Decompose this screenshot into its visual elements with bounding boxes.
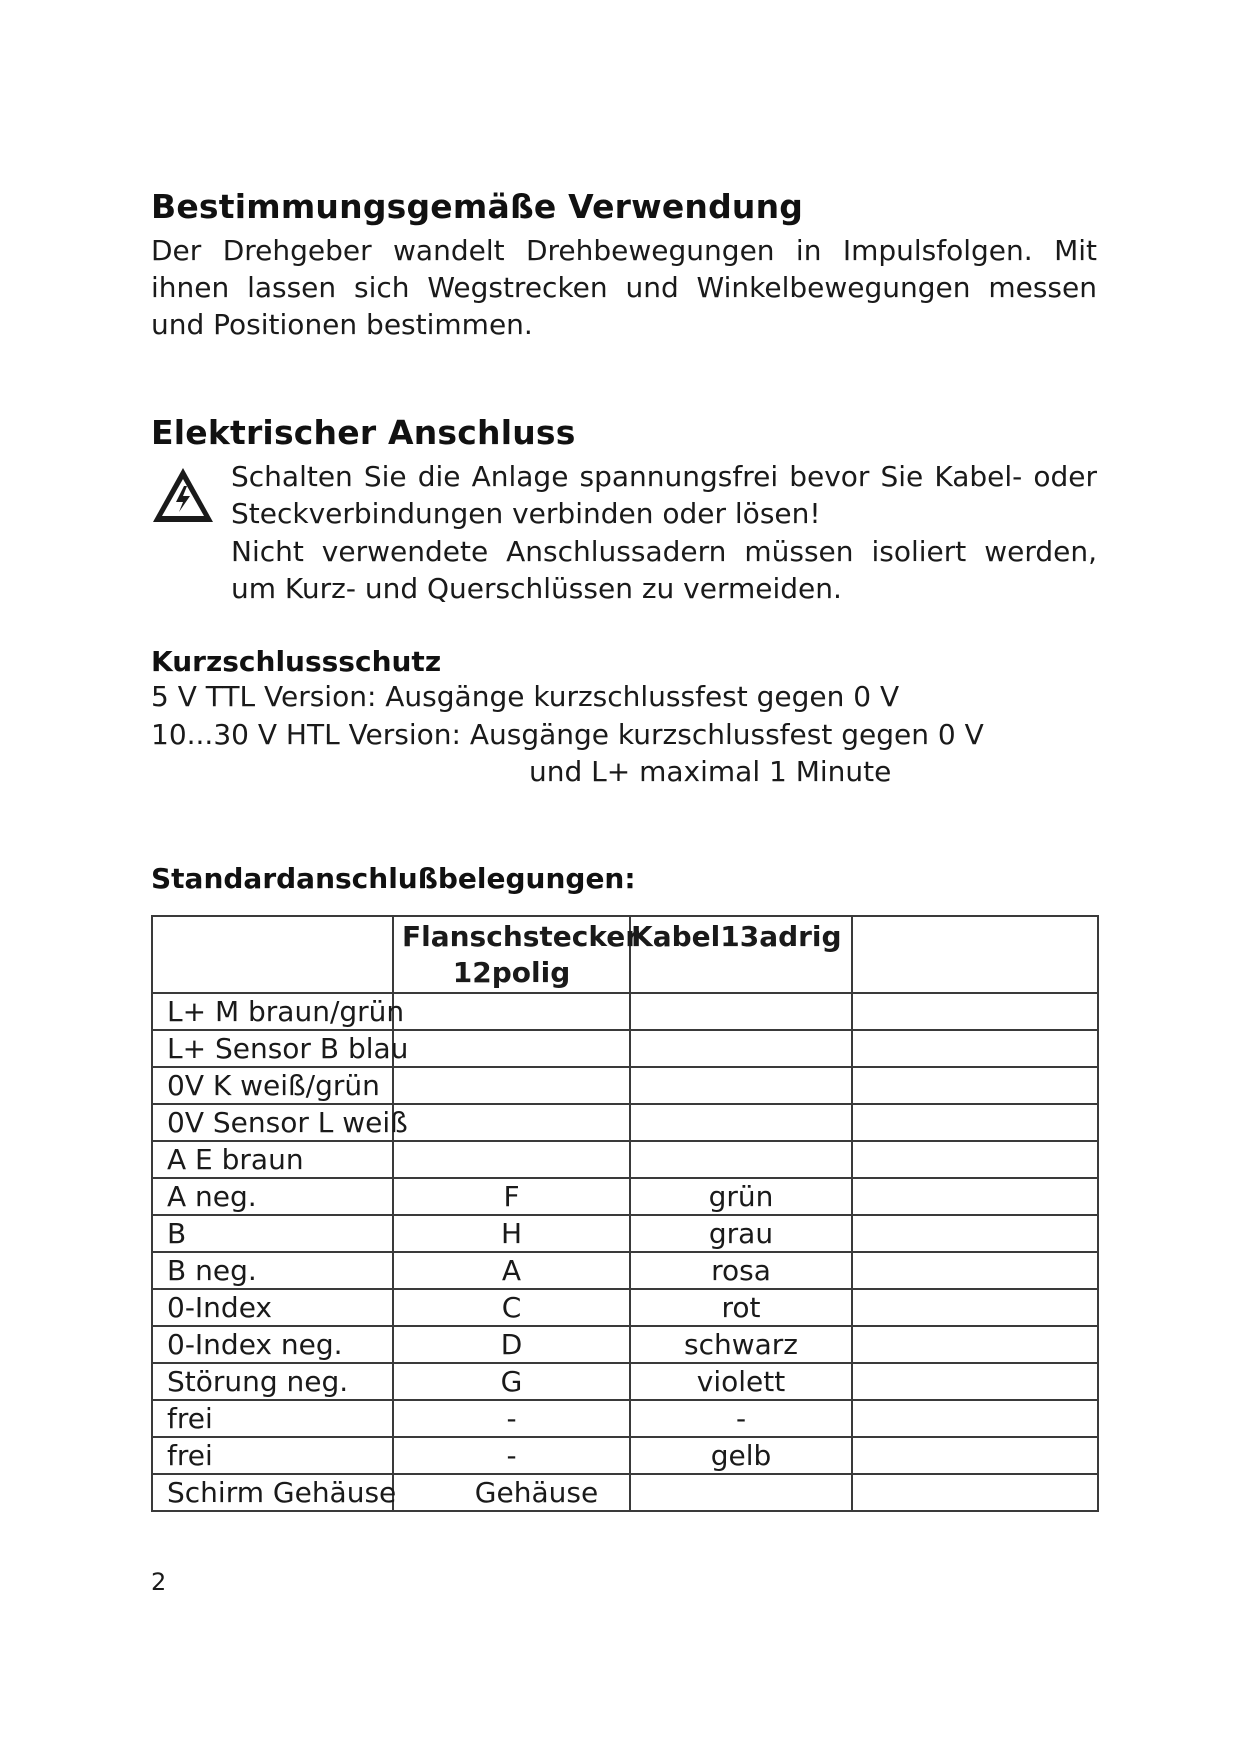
table-cell xyxy=(852,1178,1098,1215)
table-cell xyxy=(630,1474,852,1511)
table-cell: frei xyxy=(152,1400,393,1437)
heading-short-circuit-protection: Kurzschlussschutz xyxy=(151,645,442,678)
paragraph-intended-use: Der Drehgeber wandelt Drehbewegungen in Impulsfolgen. Mit ihnen lassen sich Wegstrecken und Winkelbewegungen messen und Positionen bestimmen. xyxy=(151,234,1097,341)
table-row xyxy=(152,1289,1098,1326)
table-cell xyxy=(630,1141,852,1178)
table-cell: A xyxy=(393,1252,630,1289)
table-row xyxy=(152,1067,1098,1104)
warning-text-disconnect: Schalten Sie die Anlage spannungsfrei bevor Sie Kabel- oder Steckverbindungen verbinden oder lösen! xyxy=(231,460,1097,530)
table-cell xyxy=(852,1289,1098,1326)
table-cell: rosa xyxy=(630,1252,852,1289)
table-cell: B xyxy=(152,1215,393,1252)
table-cell xyxy=(852,1363,1098,1400)
heading-standard-pin-assignments: Standardanschlußbelegungen: xyxy=(151,862,636,895)
table-cell xyxy=(630,1067,852,1104)
table-cell: 0V Sensor L weiß xyxy=(152,1104,393,1141)
table-cell: C xyxy=(393,1289,630,1326)
table-header-cell xyxy=(152,916,393,993)
table-cell xyxy=(852,1030,1098,1067)
table-cell xyxy=(852,1400,1098,1437)
table-header-cell: Flanschstecker 12polig xyxy=(393,916,630,993)
table-cell: L+ M braun/grün xyxy=(152,993,393,1030)
table-cell: A E braun xyxy=(152,1141,393,1178)
table-header-cell xyxy=(852,916,1098,993)
table-cell: H xyxy=(393,1215,630,1252)
table-row xyxy=(152,1474,1098,1511)
table-cell: - xyxy=(630,1400,852,1437)
htl-protection-line-continued: und L+ maximal 1 Minute xyxy=(529,755,892,788)
table-cell: F xyxy=(393,1178,630,1215)
table-cell: Schirm Gehäuse xyxy=(152,1474,393,1511)
table-cell xyxy=(630,1030,852,1067)
table-cell xyxy=(393,1030,630,1067)
table-row xyxy=(152,1030,1098,1067)
heading-electrical-connection: Elektrischer Anschluss xyxy=(151,413,576,452)
table-row xyxy=(152,1326,1098,1363)
table-cell xyxy=(852,1104,1098,1141)
table-cell xyxy=(393,1104,630,1141)
table-cell: L+ Sensor B blau xyxy=(152,1030,393,1067)
table-cell: grau xyxy=(630,1215,852,1252)
table-cell: 0-Index neg. xyxy=(152,1326,393,1363)
ttl-protection-line: 5 V TTL Version: Ausgänge kurzschlussfest gegen 0 V xyxy=(151,680,900,713)
table-row xyxy=(152,1104,1098,1141)
high-voltage-warning-icon xyxy=(150,465,216,525)
htl-protection-line: 10...30 V HTL Version: Ausgänge kurzschlussfest gegen 0 V xyxy=(151,718,984,751)
table-cell: 0V K weiß/grün xyxy=(152,1067,393,1104)
table-row xyxy=(152,1178,1098,1215)
table-cell xyxy=(852,1067,1098,1104)
table-cell xyxy=(852,1141,1098,1178)
table-cell xyxy=(393,1067,630,1104)
table-cell: gelb xyxy=(630,1437,852,1474)
table-cell xyxy=(852,1252,1098,1289)
table-cell: violett xyxy=(630,1363,852,1400)
table-cell: grün xyxy=(630,1178,852,1215)
table-cell xyxy=(852,1437,1098,1474)
table-cell xyxy=(393,993,630,1030)
table-cell xyxy=(852,993,1098,1030)
table-cell: schwarz xyxy=(630,1326,852,1363)
table-cell: A neg. xyxy=(152,1178,393,1215)
table-header-row xyxy=(152,916,1098,993)
table-cell: Störung neg. xyxy=(152,1363,393,1400)
table-cell: D xyxy=(393,1326,630,1363)
table-cell xyxy=(852,1326,1098,1363)
table-row xyxy=(152,1363,1098,1400)
table-cell xyxy=(393,1141,630,1178)
table-cell: 0-Index xyxy=(152,1289,393,1326)
table-cell xyxy=(630,1104,852,1141)
heading-intended-use: Bestimmungsgemäße Verwendung xyxy=(151,187,804,226)
table-cell xyxy=(852,1474,1098,1511)
table-cell: Gehäuse xyxy=(393,1474,630,1511)
table-header-cell: Kabel13adrig xyxy=(630,916,852,993)
pin-assignment-table xyxy=(151,915,1099,1512)
table-cell: - xyxy=(393,1400,630,1437)
table-row xyxy=(152,1141,1098,1178)
table-row xyxy=(152,993,1098,1030)
table-cell xyxy=(630,993,852,1030)
table-cell: G xyxy=(393,1363,630,1400)
table-cell: frei xyxy=(152,1437,393,1474)
table-row xyxy=(152,1400,1098,1437)
table-cell: B neg. xyxy=(152,1252,393,1289)
table-row xyxy=(152,1215,1098,1252)
table-row xyxy=(152,1252,1098,1289)
table-row xyxy=(152,1437,1098,1474)
table-cell: rot xyxy=(630,1289,852,1326)
table-cell: - xyxy=(393,1437,630,1474)
table-cell xyxy=(852,1215,1098,1252)
page-number: 2 xyxy=(151,1568,167,1596)
warning-text-isolate: Nicht verwendete Anschlussadern müssen isoliert werden, um Kurz- und Querschlüssen zu vermeiden. xyxy=(231,535,1097,605)
